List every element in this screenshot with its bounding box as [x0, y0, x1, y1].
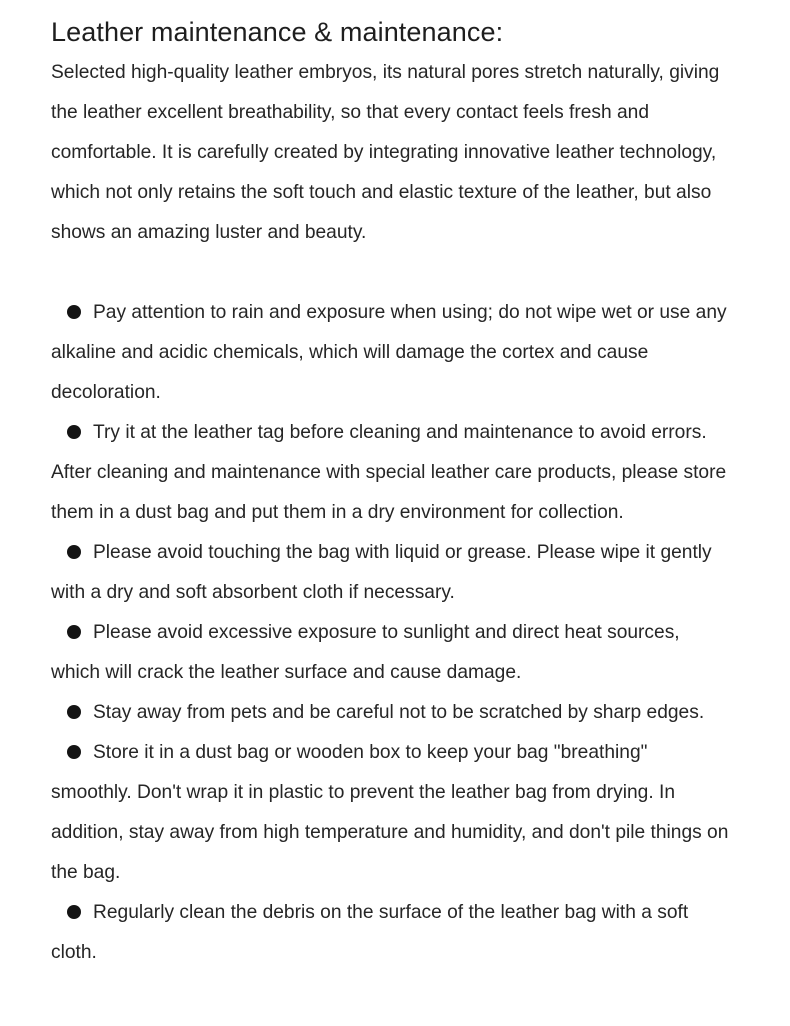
list-item [51, 613, 731, 693]
list-item [51, 733, 731, 893]
list-item-text: Regularly clean the debris on the surface of the leather bag with a soft cloth. [51, 902, 689, 963]
intro-paragraph: Selected high-quality leather embryos, its natural pores stretch naturally, giving the leather excellent breathability, so that every contact feels fresh and comfortable. It is carefully created by integrating innovative leather technology, which not only retains the soft touch and elastic texture of the leather, but also shows an amazing luster and beauty. [51, 62, 720, 243]
list-item [51, 293, 731, 413]
page-title: Leather maintenance & maintenance: [51, 17, 504, 47]
bullet-icon [67, 545, 81, 559]
list-item [51, 693, 731, 733]
list-item-text: Please avoid touching the bag with liquid or grease. Please wipe it gently with a dry and soft absorbent cloth if necessary. [51, 542, 712, 603]
list-item-text: Pay attention to rain and exposure when using; do not wipe wet or use any alkaline and acidic chemicals, which will damage the cortex and cause decoloration. [51, 302, 727, 403]
bullet-icon [67, 625, 81, 639]
care-document [51, 12, 731, 973]
list-item-text: Store it in a dust bag or wooden box to keep your bag "breathing" smoothly. Don't wrap it in plastic to prevent the leather bag from drying. In addition, stay away from high temperature and humidity, and don't pile things on the bag. [51, 742, 729, 883]
bullet-icon [67, 905, 81, 919]
list-item [51, 893, 731, 973]
list-item-text: Stay away from pets and be careful not to be scratched by sharp edges. [93, 702, 705, 723]
list-item-text: Please avoid excessive exposure to sunlight and direct heat sources, which will crack the leather surface and cause damage. [51, 622, 680, 683]
list-item [51, 533, 731, 613]
section-spacer [51, 253, 731, 293]
list-item [51, 413, 731, 533]
bullet-icon [67, 705, 81, 719]
bullet-icon [67, 425, 81, 439]
care-tips-list [51, 293, 731, 973]
bullet-icon [67, 745, 81, 759]
bullet-icon [67, 305, 81, 319]
list-item-text: Try it at the leather tag before cleaning and maintenance to avoid errors. After cleaning and maintenance with special leather care products, please store them in a dust bag and put them in a dry environment for collection. [51, 422, 727, 523]
